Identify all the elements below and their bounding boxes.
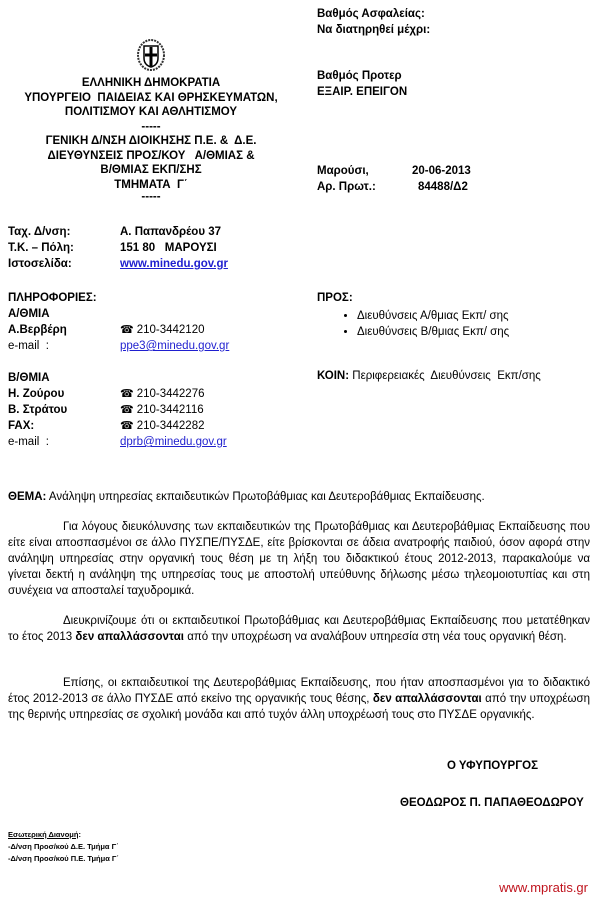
primary-section-title: Α/ΘΜΙΑ xyxy=(8,308,50,320)
recipients-label: ΠΡΟΣ: xyxy=(317,292,353,304)
date-protocol-block xyxy=(317,163,471,195)
website-link[interactable]: www.minedu.gov.gr xyxy=(120,258,228,270)
phone-icon: ☎ xyxy=(120,404,134,416)
phone-icon: ☎ xyxy=(120,388,134,400)
header-line: ΕΛΛΗΝΙΚΗ ΔΗΜΟΚΡΑΤΙΑ xyxy=(81,77,221,89)
email-row xyxy=(8,434,229,450)
place-label: Μαρούσι, xyxy=(317,165,369,177)
contact-row xyxy=(8,386,229,402)
info-block xyxy=(8,290,229,450)
greek-coat-of-arms-icon xyxy=(136,38,166,72)
document-date: 20-06-2013 xyxy=(412,165,471,177)
emphasis-text: δεν απαλλάσσονται xyxy=(75,631,184,643)
paragraph-1: Για λόγους διευκόλυνσης των εκπαιδευτικών της Πρωτοβάθμιας και Δευτεροβάθμιας Εκπαίδευσης που είτε είναι αποσπασμένοι σε άλλο ΠΥΣΠΕ/ΠΥΣΔΕ, είτε βρίσκονται σε άδεια ανατροφής παιδιού, όσον αφορά στην ανάληψη υπηρεσίας στην οργανική τους θέση με τη λήξη του διδακτικού έτους 2012-2013, παρακαλούμε να γίνεται δεκτή η ανάληψη της υπηρεσίας τους με αποστολή υπεύθυνης δήλωσης μέσω τηλεομοιοτυπίας και στη συνέχεια να αποσταλεί ταχυδρομικά. xyxy=(8,521,590,597)
security-block xyxy=(317,6,430,38)
header-line: ΔΙΕΥΘΥΝΣΕΙΣ ΠΡΟΣ/ΚΟΥ Α/ΘΜΙΑΣ & xyxy=(47,149,255,162)
contact-name: Β. Στράτου xyxy=(8,404,68,416)
email-row xyxy=(8,338,229,354)
paragraph-text: Επίσης, οι εκπαιδευτικοί της Δευτεροβάθμιας Εκπαίδευσης, που ήταν αποσπασμένοι για το διδακτικό έτος 2012-2013 σε άλλο ΠΥΣΔΕ από εκείνο της οργανικής τους θέσης, xyxy=(8,677,590,705)
header-line: ΥΠΟΥΡΓΕΙΟ ΠΑΙΔΕΙΑΣ ΚΑΙ ΘΡΗΣΚΕΥΜΑΤΩΝ, xyxy=(24,91,278,104)
email-link[interactable]: ppe3@minedu.gov.gr xyxy=(120,340,230,352)
subject-label: ΘΕΜΑ: xyxy=(8,491,47,503)
contact-phone: 210-3442116 xyxy=(136,404,204,416)
fax-number: 210-3442282 xyxy=(136,420,205,432)
signature-title: Ο ΥΦΥΠΟΥΡΓΟΣ xyxy=(447,760,538,772)
contact-row xyxy=(8,418,229,434)
distribution-item: -Δ/νση Προσ/κού Δ.Ε. Τμήμα Γ΄ xyxy=(8,842,119,851)
distribution-item: -Δ/νση Προσ/κού Π.Ε. Τμήμα Γ΄ xyxy=(8,854,119,863)
phone-icon: ☎ xyxy=(120,420,134,432)
cc-label: ΚΟΙΝ: xyxy=(317,370,350,382)
website-label: Ιστοσελίδα: xyxy=(8,258,72,270)
paragraph-text: από την υποχρέωση της θερινής υπηρεσίας σε σχολική μονάδα και από τυχόν άλλη υποχρέωσή τους στο ΠΥΣΔΕ οργανικής. xyxy=(8,693,590,721)
cc-block xyxy=(317,370,541,382)
fax-label: FAX: xyxy=(8,420,35,432)
recipient-item: • Διευθύνσεις Α/θμιας Εκπ/ σης xyxy=(357,308,509,324)
postal-code-value: 151 80 ΜΑΡΟΥΣΙ xyxy=(120,242,217,254)
paragraph-text: Διευκρινίζουμε ότι οι εκπαιδευτικοί Πρωτοβάθμιας και Δευτεροβάθμιας Εκπαίδευσης που μετατέθηκαν το έτος 2013 xyxy=(8,615,590,643)
address-block xyxy=(8,224,228,272)
distribution-title: Εσωτερική Διανομή xyxy=(8,830,79,839)
address-value: Α. Παπανδρέου 37 xyxy=(120,226,222,238)
priority-value: ΕΞΑΙΡ. ΕΠΕΙΓΟΝ xyxy=(317,86,408,98)
address-label: Ταχ. Δ/νση: xyxy=(8,226,71,238)
header-line: Β/ΘΜΙΑΣ ΕΚΠ/ΣΗΣ xyxy=(100,164,202,176)
subject-text: Ανάληψη υπηρεσίας εκπαιδευτικών Πρωτοβάθμιας και Δευτεροβάθμιας Εκπαίδευσης. xyxy=(48,491,485,503)
source-site-link[interactable]: www.mpratis.gr xyxy=(499,880,588,895)
secondary-section-title: Β/ΘΜΙΑ xyxy=(8,372,50,384)
header-line: ΠΟΛΙΤΙΣΜΟΥ ΚΑΙ ΑΘΛΗΤΙΣΜΟΥ xyxy=(64,106,238,118)
phone-icon: ☎ xyxy=(120,324,134,336)
paragraph-2 xyxy=(8,613,590,645)
header-separator: ----- xyxy=(141,191,161,203)
priority-label: Βαθμός Προτερ xyxy=(317,70,402,82)
header-line: ΤΜΗΜΑΤΑ Γ΄ xyxy=(114,178,188,191)
ministry-header xyxy=(20,38,282,202)
internal-distribution: Εσωτερική Διανομή: -Δ/νση Προσ/κού Δ.Ε. Τμήμα Γ΄ -Δ/νση Προσ/κού Π.Ε. Τμήμα Γ΄ xyxy=(8,830,119,863)
contact-name: Η. Ζούρου xyxy=(8,388,65,400)
contact-name: Α.Βερβέρη xyxy=(8,324,67,336)
paragraph-text: από την υποχρέωση να αναλάβουν υπηρεσία στη νέα τους οργανική θέση. xyxy=(184,631,567,643)
info-title: ΠΛΗΡΟΦΟΡΙΕΣ: xyxy=(8,292,97,304)
subject-line xyxy=(8,489,590,505)
protocol-number: 84488/Δ2 xyxy=(418,181,468,193)
email-label: e-mail : xyxy=(8,340,49,352)
paragraph-3 xyxy=(8,675,590,723)
signature-name: ΘΕΟΔΩΡΟΣ Π. ΠΑΠΑΘΕΟΔΩΡΟΥ xyxy=(400,797,584,809)
recipient-item: • Διευθύνσεις Β/θμιας Εκπ/ σης xyxy=(357,324,509,340)
header-line: ΓΕΝΙΚΗ Δ/ΝΣΗ ΔΙΟΙΚΗΣΗΣ Π.Ε. & Δ.Ε. xyxy=(45,135,257,147)
emphasis-text: δεν απαλλάσσονται xyxy=(372,693,482,705)
keep-until-label: Να διατηρηθεί μέχρι: xyxy=(317,24,431,36)
cc-value: Περιφερειακές Διευθύνσεις Εκπ/σης xyxy=(352,370,541,382)
contact-phone: 210-3442120 xyxy=(136,324,205,336)
postal-code-label: Τ.Κ. – Πόλη: xyxy=(8,242,74,254)
priority-block xyxy=(317,68,407,100)
contact-row xyxy=(8,402,229,418)
recipients-list xyxy=(317,308,509,340)
contact-phone: 210-3442276 xyxy=(136,388,205,400)
protocol-label: Αρ. Πρωτ.: xyxy=(317,181,376,193)
email-link[interactable]: dprb@minedu.gov.gr xyxy=(120,436,227,448)
recipients-block xyxy=(317,290,509,340)
email-label: e-mail : xyxy=(8,436,49,448)
header-separator: ----- xyxy=(141,120,161,133)
security-label: Βαθμός Ασφαλείας: xyxy=(317,8,425,20)
contact-row xyxy=(8,322,229,338)
